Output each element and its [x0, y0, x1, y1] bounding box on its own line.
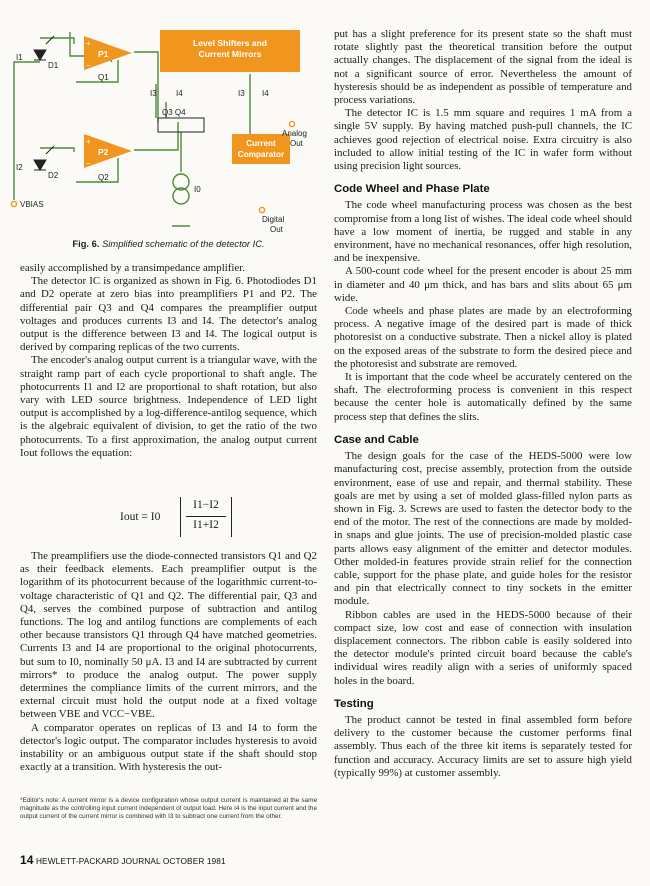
current-label: Current	[246, 139, 276, 148]
d1-light-arrow	[46, 36, 54, 44]
analog-label: Analog	[282, 129, 307, 138]
d1-label: D1	[48, 61, 59, 70]
i3-label: I3	[150, 89, 157, 98]
i2-label: I2	[16, 163, 23, 172]
p1-minus: −	[86, 61, 91, 70]
heading-case-cable: Case and Cable	[334, 433, 419, 446]
right-paragraph-8: Ribbon cables are used in the HEDS-5000 because of their compact size, low cost and ease of connection with insulation displacement connectors. The ribbon cable is easily soldered into the detector module's printed circuit board because the cable's individual wires readily align with a series of uniformly spaced holes in the board.	[334, 608, 632, 687]
p2-label: P2	[98, 147, 109, 157]
equation-numerator: I1−I2	[193, 499, 219, 511]
left-paragraph-3: The encoder's analog output current is a triangular wave, with the straight ramp part of each cycle proportional to shaft angle. The photocurrents I1 and I2 are proportional to shaft rotation, but also vary with LED source brightness. Independence of LED light output is accomplished by a log-difference-antilog sequence, which is the algebraic equivalent of division, to get the ratio of the two photocurrents. To a first approximation, the analog output current Iout follows the equation:	[20, 354, 317, 459]
d2-diode-icon	[34, 160, 46, 170]
analog-out-label: Out	[290, 139, 303, 148]
footnote: *Editor's note: A current mirror is a device configuration whose output current is maintained at the same magnitude as the controlling input current independent of output load. Here I4 is the input current and the output current of the current mirror is combined with I3 to subtract one current from the other.	[20, 797, 317, 820]
q1-label: Q1	[98, 73, 109, 82]
p2-input-wire	[40, 148, 74, 152]
journal-name: HEWLETT-PACKARD JOURNAL OCTOBER 1981	[35, 856, 226, 866]
p1-output-wire	[134, 52, 158, 122]
right-paragraph-4: A 500-count code wheel for the present encoder is about 25 mm in diameter and 40 μm thick, and has bars and slits about 65 μm wide.	[334, 265, 632, 304]
q3q4-box	[158, 118, 204, 132]
d2-light-arrow	[46, 146, 54, 154]
i3b-label: I3	[238, 89, 245, 98]
right-paragraph-5: Code wheels and phase plates are made by an electroforming process. A negative image of the desired part is made of thick photoresist on a conductive substrate. Then a nickel alloy is plated on the exposed areas of the substrate to form the desired piece and the photoresist and substrate are removed.	[334, 305, 632, 370]
p2-plus: +	[86, 137, 91, 146]
vbias-wire	[14, 62, 40, 200]
i0-label: I0	[194, 185, 201, 194]
right-paragraph-7: The design goals for the case of the HEDS-5000 were low manufacturing cost, precise assembly, protection from the outside environment, ease of use and repair, and thermal stability. These goals are met by using a set of molded glass-filled nylon parts as shown in Fig. 3. Screws are used to fasten the detector body to the end of the motor. The rest of the connections are made by molded-in snaps and glue joints. The use of precision-molded plastic case parts allows easy alignment of the emitter and detector modules. Other molded-in features provide strain relief for the connection cable, support for the phase plate, and guide holes for the resistor and pin that electrically connect to tiny sockets in the emitter module.	[334, 450, 632, 608]
left-paragraph-4: The preamplifiers use the diode-connected transistors Q1 and Q2 as their feedback elements. Each preamplifier output is the logarithm of its photocurrent because of the logarithmic current-to-voltage characteristic of Q1 and Q2. The differential pair, Q3 and Q4, serves the combined purpose of subtraction and antilog functions. The log and antilog functions are complements of each other because transistors Q1 through Q4 have matched geometries. Currents I3 and I4 are proportional to the original photocurrents, but sum to I0, nominally 50 μA. I3 and I4 are subtracted by current mirrors* to produce the analog output. The power supply determines the compliance limits of the current mirrors, and the external circuit must hold the output node at a fixed voltage between VBE and VCC−VBE.	[20, 550, 317, 721]
equation	[20, 493, 317, 545]
i4-label: I4	[176, 89, 183, 98]
vbias-terminal	[11, 201, 16, 206]
current-mirrors-label: Current Mirrors	[198, 49, 262, 59]
right-paragraph-2: The detector IC is 1.5 mm square and requires 1 mA from a single 5V supply. By having matched push-pull channels, the IC achieves good rejection of electrical noise. Extra circuitry is also included to allow initial testing of the IC in wafer form without using precision light sources.	[334, 107, 632, 173]
right-paragraph-9: The product cannot be tested in final assembled form before delivery to the customer because the customer performs final assembly. Thus each of the three kit items is separately tested for function and accuracy. Accuracy limits are set to assure high yield (typically 99%) at customer assembly.	[334, 713, 632, 779]
right-paragraph-6: It is important that the code wheel be accurately centered on the shaft. The electroforming process is convenient in this respect because the center hole is automatically defined by the same process step that defines the slits.	[334, 371, 632, 423]
i1-label: I1	[16, 53, 23, 62]
heading-testing: Testing	[334, 697, 374, 710]
digital-out-label: Out	[270, 225, 283, 234]
left-paragraph-2: The detector IC is organized as shown in Fig. 6. Photodiodes D1 and D2 operate at zero bias into preamplifiers P1 and P2. The differential pair Q3 and Q4 compares the preamplifier output voltages and produces currents I3 and I4. The detector's analog output is the difference between I3 and I4. The logical output is derived by comparing replicas of the two currents.	[20, 275, 317, 354]
left-paragraph-1: easily accomplished by a transimpedance amplifier.	[20, 262, 245, 274]
vbias-label: VBIAS	[20, 200, 44, 209]
q3q4-label: Q3 Q4	[162, 108, 186, 117]
left-column-lower	[20, 550, 317, 774]
p2-output-wire	[134, 122, 178, 150]
left-column	[20, 262, 317, 460]
d2-label: D2	[48, 171, 59, 180]
q2-label: Q2	[98, 173, 109, 182]
digital-out-terminal	[259, 207, 264, 212]
page-footer	[20, 853, 226, 867]
comparator-label: Comparator	[237, 150, 285, 159]
page-number: 14	[20, 853, 34, 867]
analog-out-terminal	[289, 121, 294, 126]
p1-input-wire	[40, 38, 74, 44]
heading-code-wheel: Code Wheel and Phase Plate	[334, 183, 490, 196]
right-column	[334, 28, 632, 780]
digital-label: Digital	[262, 215, 285, 224]
p1-label: P1	[98, 49, 109, 59]
figure-caption	[20, 238, 317, 249]
right-paragraph-3: The code wheel manufacturing process was chosen as the best compromise from a long list of wishes. The ideal code wheel should have a low moment of inertia, be rugged and stable in any environment, have no mechanical resonances, offer high resolution, and be inexpensive.	[334, 199, 632, 265]
equation-denominator: I1+I2	[193, 519, 219, 531]
equation-lhs: Iout = I0	[120, 511, 161, 523]
i4b-label: I4	[262, 89, 269, 98]
caption-text: Simplified schematic of the detector IC.	[102, 238, 265, 249]
p1-plus: +	[86, 39, 91, 48]
equation-fraction-bar	[186, 516, 226, 517]
level-shifters-label: Level Shifters and	[192, 38, 268, 48]
schematic-figure	[0, 22, 330, 242]
left-paragraph-5: A comparator operates on replicas of I3 and I4 to form the detector's logic output. The comparator includes hysteresis to avoid instability or an ambiguous output state if the shaft should stop exactly at a transition. With hysteresis the out-	[20, 721, 317, 774]
d1-diode-icon	[34, 50, 46, 60]
right-paragraph-1: put has a slight preference for its present state so the shaft must rotate slightly past the theoretical transition before the output actually changes. The displacement of the signal from the ideal is not a significant source of error. Nevertheless the amount of hysteresis should be as independent as possible of temperature and process variations.	[334, 28, 632, 107]
caption-label: Fig. 6.	[72, 238, 100, 249]
p2-minus: −	[86, 159, 91, 168]
